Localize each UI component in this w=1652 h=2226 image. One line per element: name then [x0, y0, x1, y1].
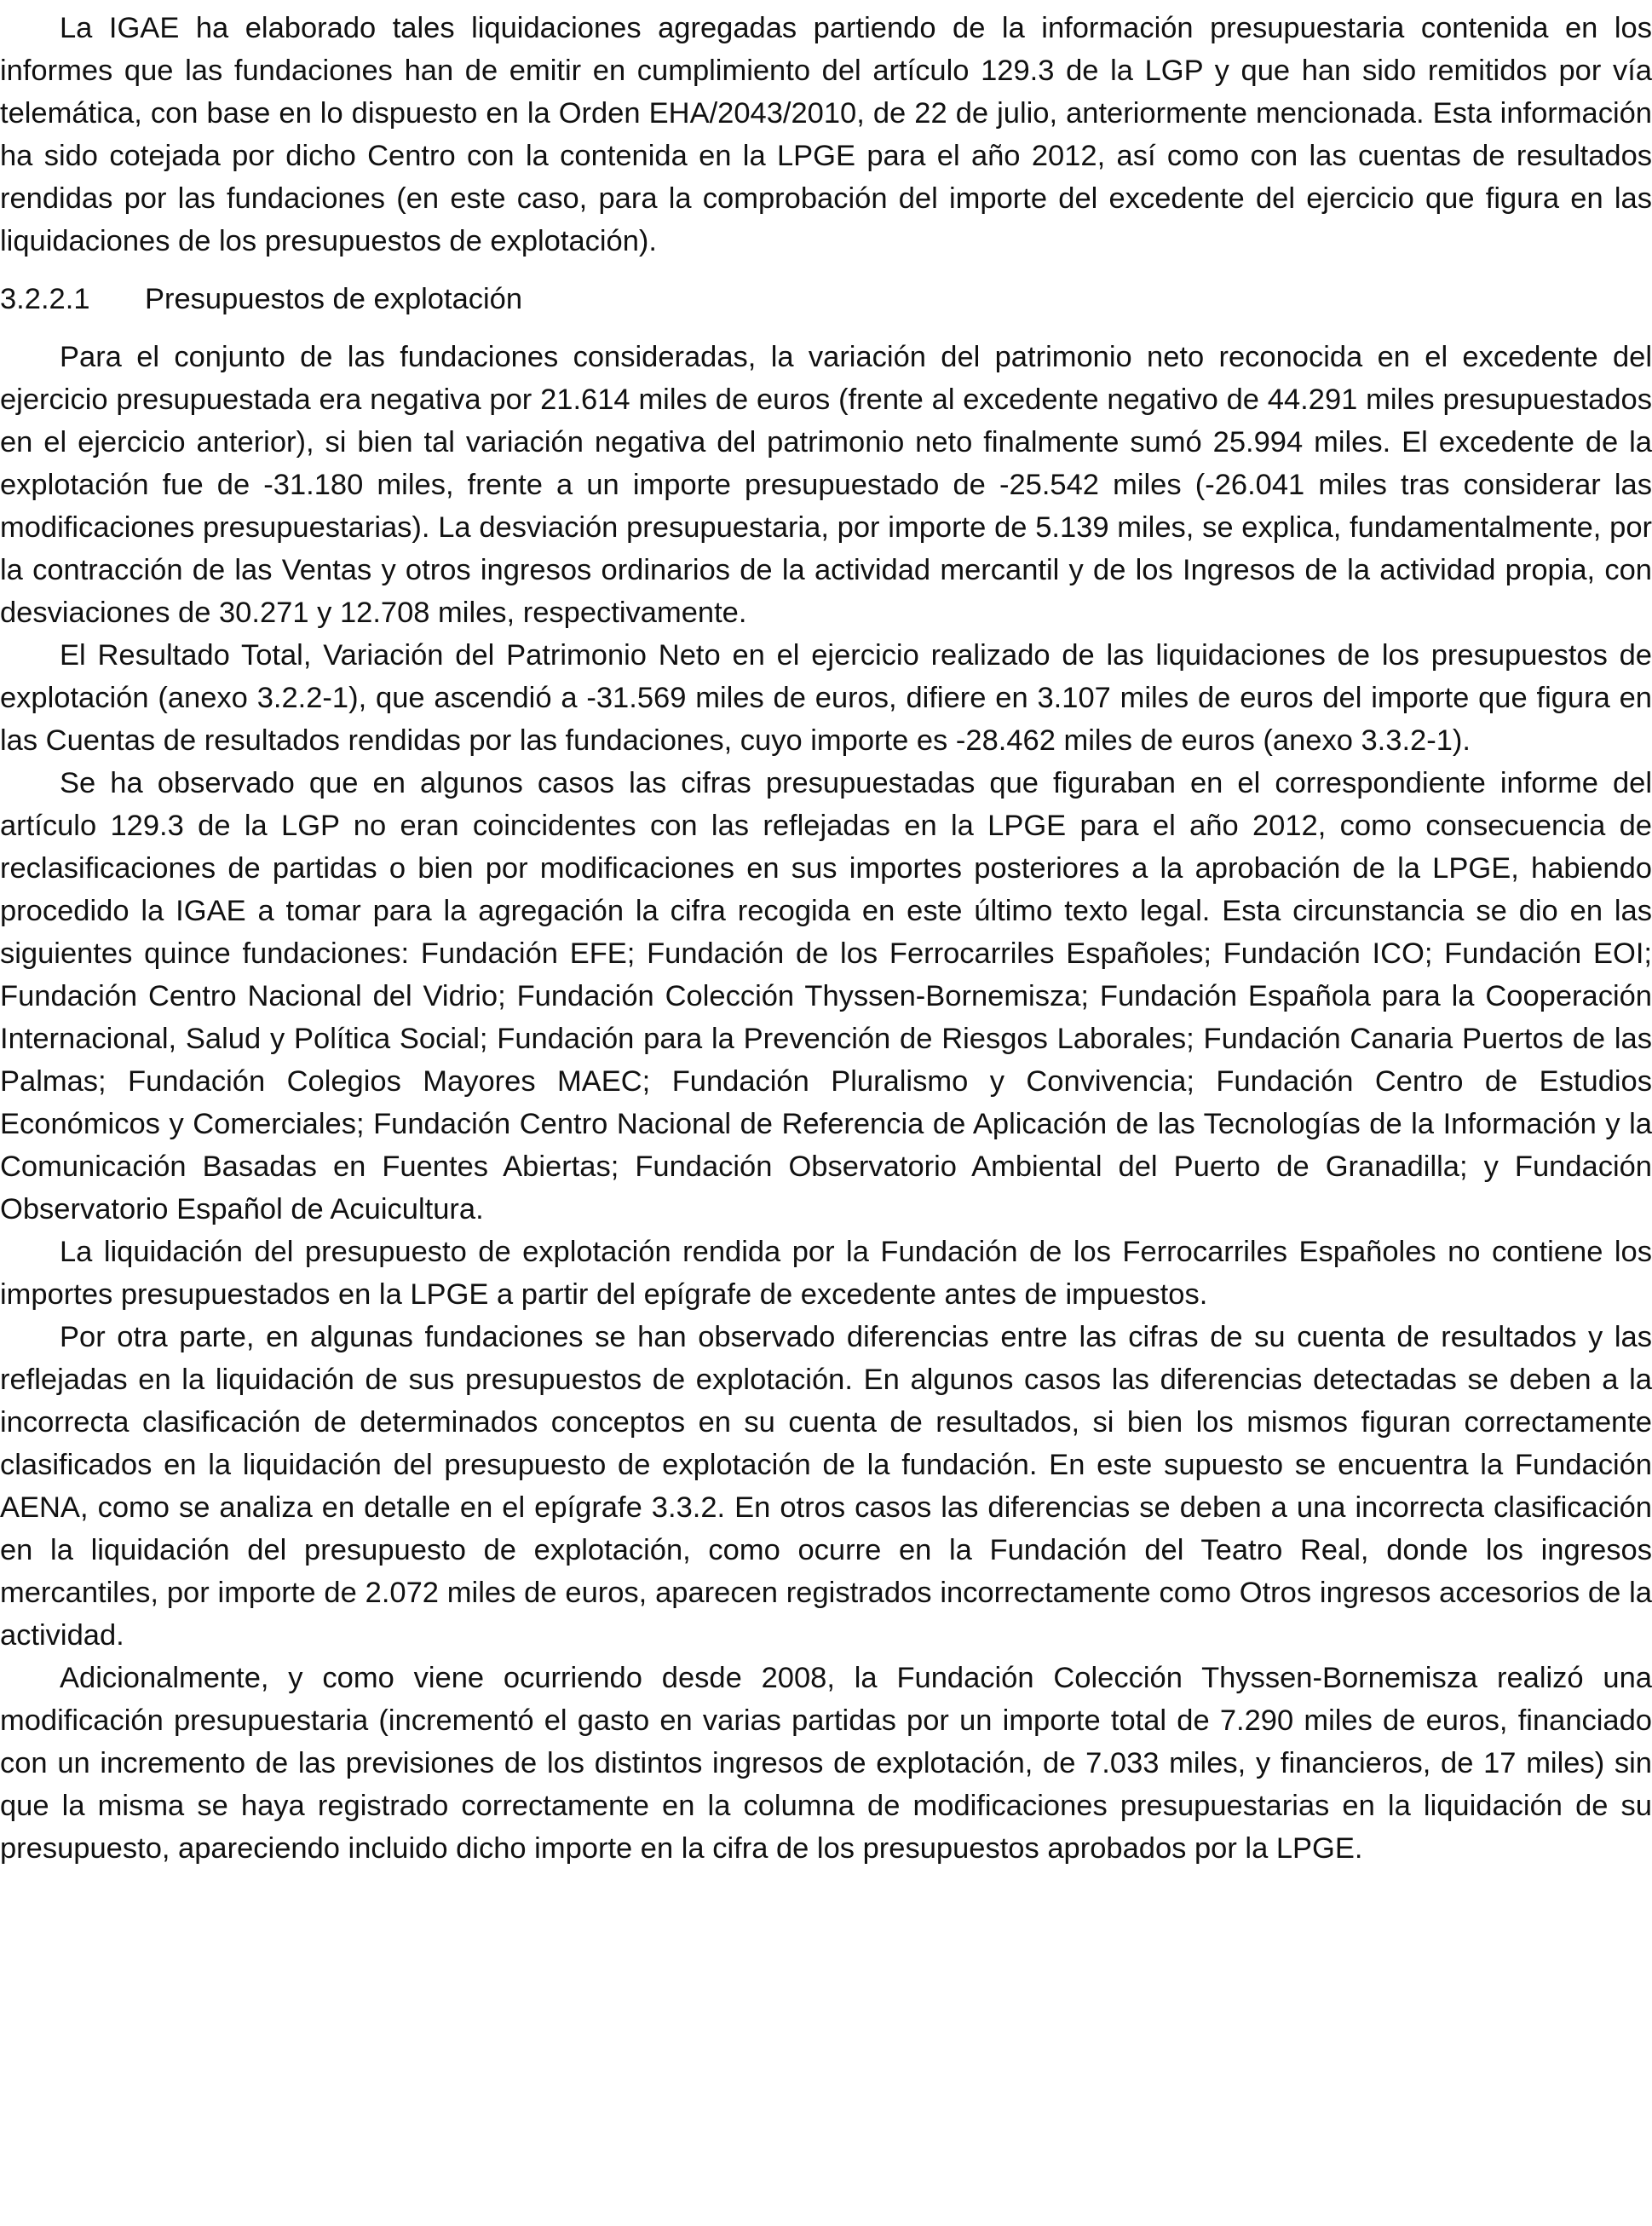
intro-paragraph: La IGAE ha elaborado tales liquidaciones agregadas partiendo de la información presupuestaria contenida en los informes que las fundaciones han de emitir en cumplimiento del artículo 129.3 de la LGP y que han sido remitidos por vía telemática, con base en lo dispuesto en la Orden EHA/2043/2010, de 22 de julio, anteriormente mencionada. Esta información ha sido cotejada por dicho Centro con la contenida en la LPGE para el año 2012, así como con las cuentas de resultados rendidas por las fundaciones (en este caso, para la comprobación del importe del excedente del ejercicio que figura en las liquidaciones de los presupuestos de explotación). — [0, 12, 1652, 257]
body-paragraph: Adicionalmente, y como viene ocurriendo desde 2008, la Fundación Colección Thyssen-Bornemisza realizó una modificación presupuestaria (incrementó el gasto en varias partidas por un importe total de 7.290 miles de euros, financiado con un incremento de las previsiones de los distintos ingresos de explotación, de 7.033 miles, y financieros, de 17 miles) sin que la misma se haya registrado correctamente en la columna de modificaciones presupuestarias en la liquidación de su presupuesto, apareciendo incluido dicho importe en la cifra de los presupuestos aprobados por la LPGE. — [0, 1662, 1652, 1865]
section-title: Presupuestos de explotación — [145, 283, 523, 315]
section-heading — [0, 278, 1652, 320]
body-paragraph: Por otra parte, en algunas fundaciones se han observado diferencias entre las cifras de su cuenta de resultados y las reflejadas en la liquidación de sus presupuestos de explotación. En algunos casos las diferencias detectadas se deben a la incorrecta clasificación de determinados conceptos en su cuenta de resultados, si bien los mismos figuran correctamente clasificados en la liquidación del presupuesto de explotación de la fundación. En este supuesto se encuentra la Fundación AENA, como se analiza en detalle en el epígrafe 3.3.2. En otros casos las diferencias se deben a una incorrecta clasificación en la liquidación del presupuesto de explotación, como ocurre en la Fundación del Teatro Real, donde los ingresos mercantiles, por importe de 2.072 miles de euros, aparecen registrados incorrectamente como Otros ingresos accesorios de la actividad. — [0, 1321, 1652, 1652]
body-paragraph: El Resultado Total, Variación del Patrimonio Neto en el ejercicio realizado de las liquidaciones de los presupuestos de explotación (anexo 3.2.2-1), que ascendió a -31.569 miles de euros, difiere en 3.107 miles de euros del importe que figura en las Cuentas de resultados rendidas por las fundaciones, cuyo importe es -28.462 miles de euros (anexo 3.3.2-1). — [0, 639, 1652, 757]
body-paragraph: La liquidación del presupuesto de explotación rendida por la Fundación de los Ferrocarriles Españoles no contiene los importes presupuestados en la LPGE a partir del epígrafe de excedente antes de impuestos. — [0, 1236, 1652, 1311]
section-number: 3.2.2.1 — [0, 283, 90, 315]
body-paragraph: Se ha observado que en algunos casos las cifras presupuestadas que figuraban en el correspondiente informe del artículo 129.3 de la LGP no eran coincidentes con las reflejadas en la LPGE para el año 2012, como consecuencia de reclasificaciones de partidas o bien por modificaciones en sus importes posteriores a la aprobación de la LPGE, habiendo procedido la IGAE a tomar para la agregación la cifra recogida en este último texto legal. Esta circunstancia se dio en las siguientes quince fundaciones: Fundación EFE; Fundación de los Ferrocarriles Españoles; Fundación ICO; Fundación EOI; Fundación Centro Nacional del Vidrio; Fundación Colección Thyssen-Bornemisza; Fundación Española para la Cooperación Internacional, Salud y Política Social; Fundación para la Prevención de Riesgos Laborales; Fundación Canaria Puertos de las Palmas; Fundación Colegios Mayores MAEC; Fundación Pluralismo y Convivencia; Fundación Centro de Estudios Económicos y Comerciales; Fundación Centro Nacional de Referencia de Aplicación de las Tecnologías de la Información y la Comunicación Basadas en Fuentes Abiertas; Fundación Observatorio Ambiental del Puerto de Granadilla; y Fundación Observatorio Español de Acuicultura. — [0, 767, 1652, 1225]
body-paragraph: Para el conjunto de las fundaciones consideradas, la variación del patrimonio neto reconocida en el excedente del ejercicio presupuestada era negativa por 21.614 miles de euros (frente al excedente negativo de 44.291 miles presupuestados en el ejercicio anterior), si bien tal variación negativa del patrimonio neto finalmente sumó 25.994 miles. El excedente de la explotación fue de -31.180 miles, frente a un importe presupuestado de -25.542 miles (-26.041 miles tras considerar las modificaciones presupuestarias). La desviación presupuestaria, por importe de 5.139 miles, se explica, fundamentalmente, por la contracción de las Ventas y otros ingresos ordinarios de la actividad mercantil y de los Ingresos de la actividad propia, con desviaciones de 30.271 y 12.708 miles, respectivamente. — [0, 341, 1652, 629]
